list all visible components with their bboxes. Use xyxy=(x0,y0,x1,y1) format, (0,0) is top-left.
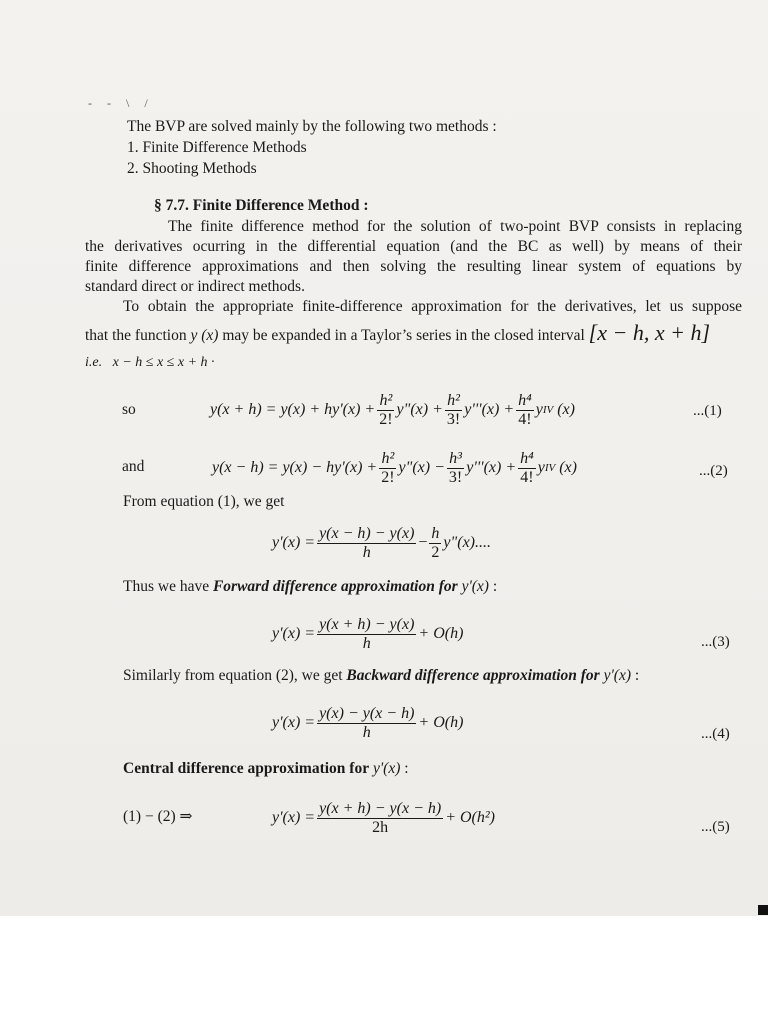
equation-5: y'(x) = $\frac{y(x + h) - y(x - h)}{2h}$ + O(h²) xyxy=(272,799,495,836)
eq2-number: ...(2) xyxy=(699,463,728,479)
eq4-frac: $\frac{y(x) - y(x - h)}{h}$ xyxy=(319,704,415,741)
method-item-2: 2. Shooting Methods xyxy=(127,160,257,177)
eq3-number: ...(3) xyxy=(701,634,730,650)
equation-4: y'(x) = $\frac{y(x) - y(x - h)}{h}$ + O(h) xyxy=(272,704,464,741)
eq2-frac-1: $\frac{\text{h²}}{2!}$ xyxy=(381,449,395,486)
equation-2: y(x − h) = y(x) − hy'(x) + $\frac{\text{h²}}{2!}$ y"(x) − $\frac{\text{h³}}{3!}$ y'''(x) + $\frac{\text{h⁴}}{4!}$ y IV (x) xyxy=(212,449,577,486)
eq1-frac-1: $\frac{\text{h²}}{2!}$ xyxy=(379,391,393,428)
para2-line1: To obtain the appropriate finite-difference approximation for the derivatives, let us suppose xyxy=(123,298,742,315)
eq2-frac-3: $\frac{\text{h⁴}}{4!}$ xyxy=(520,449,534,486)
backward-heading: Similarly from equation (2), we get Backward difference approximation for y'(x) : xyxy=(123,667,640,684)
closed-interval: [x − h, x + h] xyxy=(588,320,711,345)
forward-heading: Thus we have Forward difference approximation for y'(x) : xyxy=(123,578,498,595)
eq5-lead: (1) − (2) ⇒ xyxy=(123,808,193,825)
para2-line2: that the function y (x) may be expanded in a Taylor’s series in the closed interval [x − h, x + h] xyxy=(85,320,711,345)
eq4-number: ...(4) xyxy=(701,726,730,742)
method-item-1: 1. Finite Difference Methods xyxy=(127,139,307,156)
eq5-number: ...(5) xyxy=(701,819,730,835)
eq1-frac-3: $\frac{\text{h⁴}}{4!}$ xyxy=(518,391,532,428)
section-number: § 7.7. xyxy=(154,197,189,214)
page-edge-mark xyxy=(758,905,768,915)
eq2-lead: and xyxy=(122,458,145,475)
para1-line3: finite difference approximations and then solving the resulting linear system of equations by xyxy=(85,258,742,275)
para1-line4: standard direct or indirect methods. xyxy=(85,278,305,295)
eq2-frac-2: $\frac{\text{h³}}{3!}$ xyxy=(448,449,463,486)
ie-line: i.e. x − h ≤ x ≤ x + h · xyxy=(85,355,215,370)
section-title: Finite Difference Method : xyxy=(192,197,369,214)
interval-inequality: x − h ≤ x ≤ x + h · xyxy=(112,355,215,370)
blank-margin xyxy=(0,916,768,1024)
para1-line2: the derivatives ocurring in the differential equation (and the BC as well) by means of their xyxy=(85,238,742,255)
eq5-frac: $\frac{y(x + h) - y(x - h)}{2h}$ xyxy=(319,799,442,836)
derived-frac-h2: $\frac{h}{2}$ xyxy=(431,524,440,561)
eq1-number: ...(1) xyxy=(693,403,722,419)
cropped-text-fragment: - - \ / xyxy=(88,96,154,110)
equation-derived: y'(x) = $\frac{y(x - h) - y(x)}{h}$ − $\frac{h}{2}$ y"(x).... xyxy=(272,524,491,561)
equation-1: y(x + h) = y(x) + hy'(x) + $\frac{\text{h²}}{2!}$ y"(x) + $\frac{\text{h²}}{3!}$ y'''(x) + $\frac{\text{h⁴}}{4!}$ y IV (x) xyxy=(210,391,575,428)
para1-line1: The finite difference method for the solution of two-point BVP consists in replacing xyxy=(168,218,742,235)
section-heading xyxy=(154,197,369,215)
function-symbol: y (x) xyxy=(190,327,219,344)
central-heading: Central difference approximation for y'(x) : xyxy=(123,760,409,777)
intro-line: The BVP are solved mainly by the following two methods : xyxy=(127,118,497,135)
eq3-frac: $\frac{y(x + h) - y(x)}{h}$ xyxy=(319,615,415,652)
equation-3: y'(x) = $\frac{y(x + h) - y(x)}{h}$ + O(h) xyxy=(272,615,464,652)
eq1-lead: so xyxy=(122,401,136,418)
from-equation-1: From equation (1), we get xyxy=(123,493,285,510)
eq1-frac-2: $\frac{\text{h²}}{3!}$ xyxy=(446,391,461,428)
derived-frac: $\frac{y(x - h) - y(x)}{h}$ xyxy=(319,524,415,561)
